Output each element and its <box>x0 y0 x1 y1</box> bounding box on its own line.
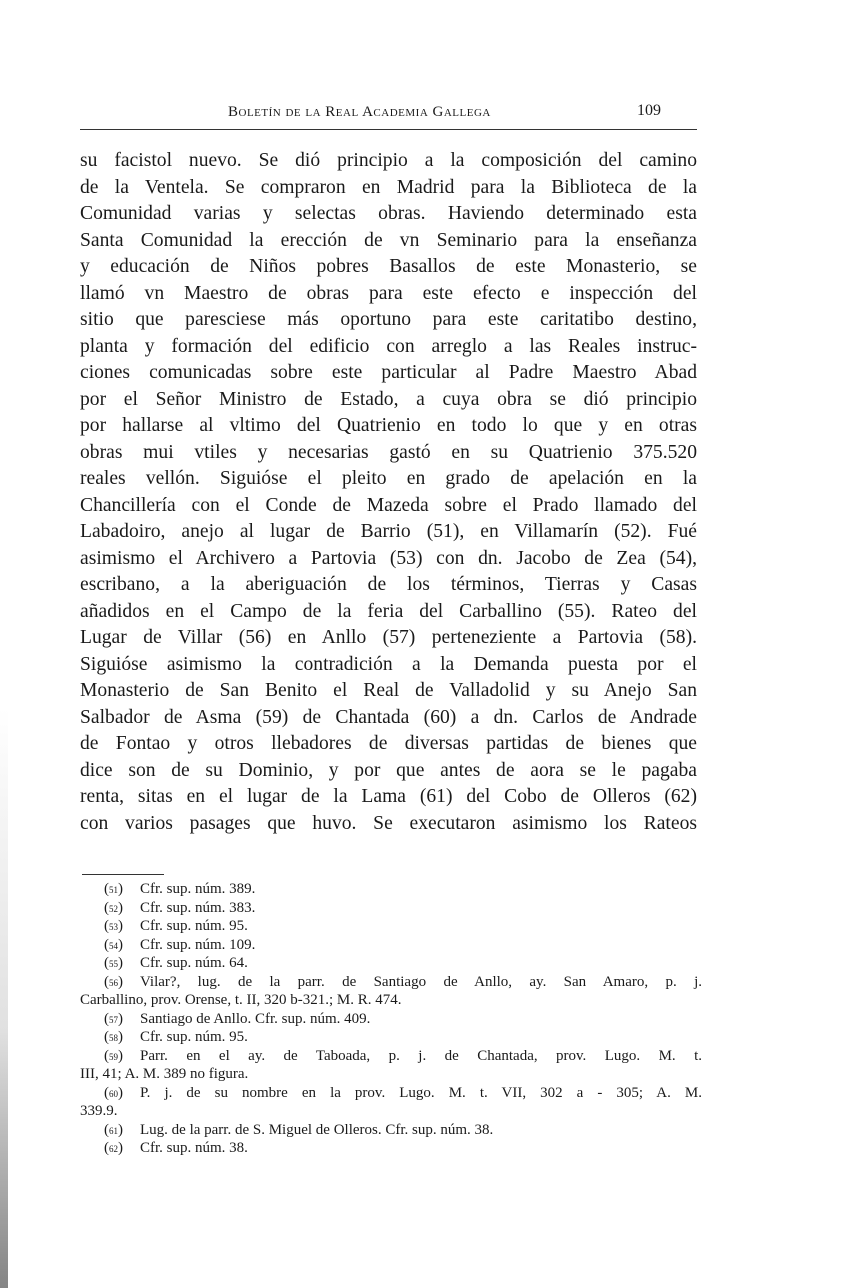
footnote-line <box>80 973 702 992</box>
footnote-text: Cfr. sup. núm. 383. <box>140 899 256 916</box>
footnote-text: Cfr. sup. núm. 389. <box>140 881 256 897</box>
footnote-number: (52) <box>104 899 123 916</box>
body-line: y educación de Niños pobres Basallos de este Monasterio, se <box>80 256 697 277</box>
footnote-line <box>80 954 702 973</box>
footnote-number: (58) <box>104 1029 123 1045</box>
header-rule <box>80 129 697 130</box>
body-line: llamó vn Maestro de obras para este efecto e inspección del <box>80 282 697 304</box>
footnote-line <box>80 1084 702 1103</box>
footnote-text: Vilar?, lug. de la parr. de Santiago de Anllo, ay. San Amaro, p. j. <box>140 973 702 990</box>
footnote-separator <box>82 874 164 875</box>
footnote-line <box>80 991 702 1010</box>
footnote-text: Santiago de Anllo. Cfr. sup. núm. 409. <box>140 1010 371 1027</box>
body-text <box>80 148 697 837</box>
footnote-text: 339.9. <box>80 1103 118 1119</box>
body-line: Labadoiro, anejo al lugar de Barrio (51), en Villamarín (52). Fué <box>80 521 697 542</box>
footnote-number-digits: 62 <box>109 1144 118 1154</box>
footnote-number-digits: 52 <box>109 903 118 914</box>
footnote-text: Cfr. sup. núm. 64. <box>140 955 248 971</box>
footnote-line <box>80 917 702 936</box>
body-line: Chancillería con el Conde de Mazeda sobre el Prado llamado del <box>80 494 697 516</box>
body-line: Monasterio de San Benito el Real de Valladolid y su Anejo San <box>80 680 697 701</box>
body-line: de la Ventela. Se compraron en Madrid para la Biblioteca de la <box>80 176 697 198</box>
footnote-text: III, 41; A. M. 389 no figura. <box>80 1066 249 1082</box>
body-line: Siguióse asimismo la contradición a la Demanda puesta por el <box>80 653 697 675</box>
footnote-number-digits: 56 <box>109 977 118 988</box>
body-line: sitio que paresciese más oportuno para este caritatibo destino, <box>80 309 697 330</box>
footnote-number: (55) <box>104 955 123 971</box>
footnote-number: (53) <box>104 918 123 934</box>
body-line: de Fontao y otros llebadores de diversas partidas de bienes que <box>80 733 697 754</box>
footnote-number: (60) <box>104 1084 123 1101</box>
footnote-text: P. j. de su nombre en la prov. Lugo. M. t. VII, 302 a - 305; A. M. <box>140 1084 702 1101</box>
body-line: renta, sitas en el lugar de la Lama (61) del Cobo de Olleros (62) <box>80 786 697 807</box>
footnote-line <box>80 936 702 955</box>
footnote-text: Cfr. sup. núm. 95. <box>140 1029 248 1045</box>
footnote-number-digits: 53 <box>109 922 118 932</box>
footnote-line <box>80 1065 702 1084</box>
footnote-number-digits: 51 <box>109 885 118 895</box>
footnote-line <box>80 1047 702 1066</box>
footnote-text: Parr. en el ay. de Taboada, p. j. de Chantada, prov. Lugo. M. t. <box>140 1047 702 1064</box>
footnote-text: Lug. de la parr. de S. Miguel de Olleros. Cfr. sup. núm. 38. <box>140 1121 494 1138</box>
footnote-number: (51) <box>104 881 123 897</box>
body-line: escribano, a la aberiguación de los términos, Tierras y Casas <box>80 574 697 595</box>
body-line: por el Señor Ministro de Estado, a cuya obra se dió principio <box>80 388 697 410</box>
footnote-number: (57) <box>104 1010 123 1027</box>
footnote-number: (61) <box>104 1121 123 1138</box>
footnote-number: (54) <box>104 936 123 953</box>
body-line: su facistol nuevo. Se dió principio a la composición del camino <box>80 150 697 171</box>
body-line: con varios pasages que huvo. Se executaron asimismo los Rateos <box>80 812 697 834</box>
footnote-text: Cfr. sup. núm. 95. <box>140 918 248 934</box>
footnotes <box>80 880 702 1158</box>
body-line: añadidos en el Campo de la feria del Carballino (55). Rateo del <box>80 600 697 622</box>
running-header <box>80 100 697 130</box>
body-line: obras mui vtiles y necesarias gastó en su Quatrienio 375.520 <box>80 441 697 463</box>
body-line: asimismo el Archivero a Partovia (53) con dn. Jacobo de Zea (54), <box>80 547 697 569</box>
footnote-line <box>80 1139 702 1158</box>
body-line: Santa Comunidad la erección de vn Seminario para la enseñanza <box>80 229 697 251</box>
footnote-number: (62) <box>104 1140 123 1156</box>
page-number: 109 <box>637 102 661 119</box>
body-line: Comunidad varias y selectas obras. Haviendo determinado esta <box>80 203 697 224</box>
footnote-line <box>80 1102 702 1121</box>
footnote-number-digits: 59 <box>109 1051 118 1062</box>
footnote-number-digits: 61 <box>109 1125 118 1136</box>
footnote-text: Carballino, prov. Orense, t. II, 320 b-321.; M. R. 474. <box>80 992 402 1008</box>
footnote-number-digits: 57 <box>109 1014 118 1025</box>
footnote-line <box>80 899 702 918</box>
body-line: Salbador de Asma (59) de Chantada (60) a dn. Carlos de Andrade <box>80 706 697 728</box>
footnote-line <box>80 1028 702 1047</box>
body-line: ciones comunicadas sobre este particular al Padre Maestro Abad <box>80 362 697 383</box>
body-line: dice son de su Dominio, y por que antes de aora se le pagaba <box>80 759 697 781</box>
footnote-number-digits: 55 <box>109 959 118 969</box>
footnote-number-digits: 58 <box>109 1033 118 1043</box>
footnote-line <box>80 1121 702 1140</box>
body-line: Lugar de Villar (56) en Anllo (57) perteneziente a Partovia (58). <box>80 627 697 648</box>
body-line: reales vellón. Siguióse el pleito en grado de apelación en la <box>80 468 697 489</box>
footnote-number: (56) <box>104 973 123 990</box>
footnote-line <box>80 1010 702 1029</box>
footnote-line <box>80 880 702 899</box>
running-title: Boletín de la Real Academia Gallega <box>228 104 491 120</box>
body-line: planta y formación del edificio con arreglo a las Reales instruc- <box>80 335 697 357</box>
footnote-number-digits: 54 <box>109 940 118 951</box>
scan-edge-shadow <box>0 0 8 1288</box>
body-line: por hallarse al vltimo del Quatrienio en todo lo que y en otras <box>80 415 697 436</box>
footnote-number: (59) <box>104 1047 123 1064</box>
footnote-number-digits: 60 <box>109 1088 118 1099</box>
footnote-text: Cfr. sup. núm. 38. <box>140 1140 248 1156</box>
footnote-text: Cfr. sup. núm. 109. <box>140 936 256 953</box>
